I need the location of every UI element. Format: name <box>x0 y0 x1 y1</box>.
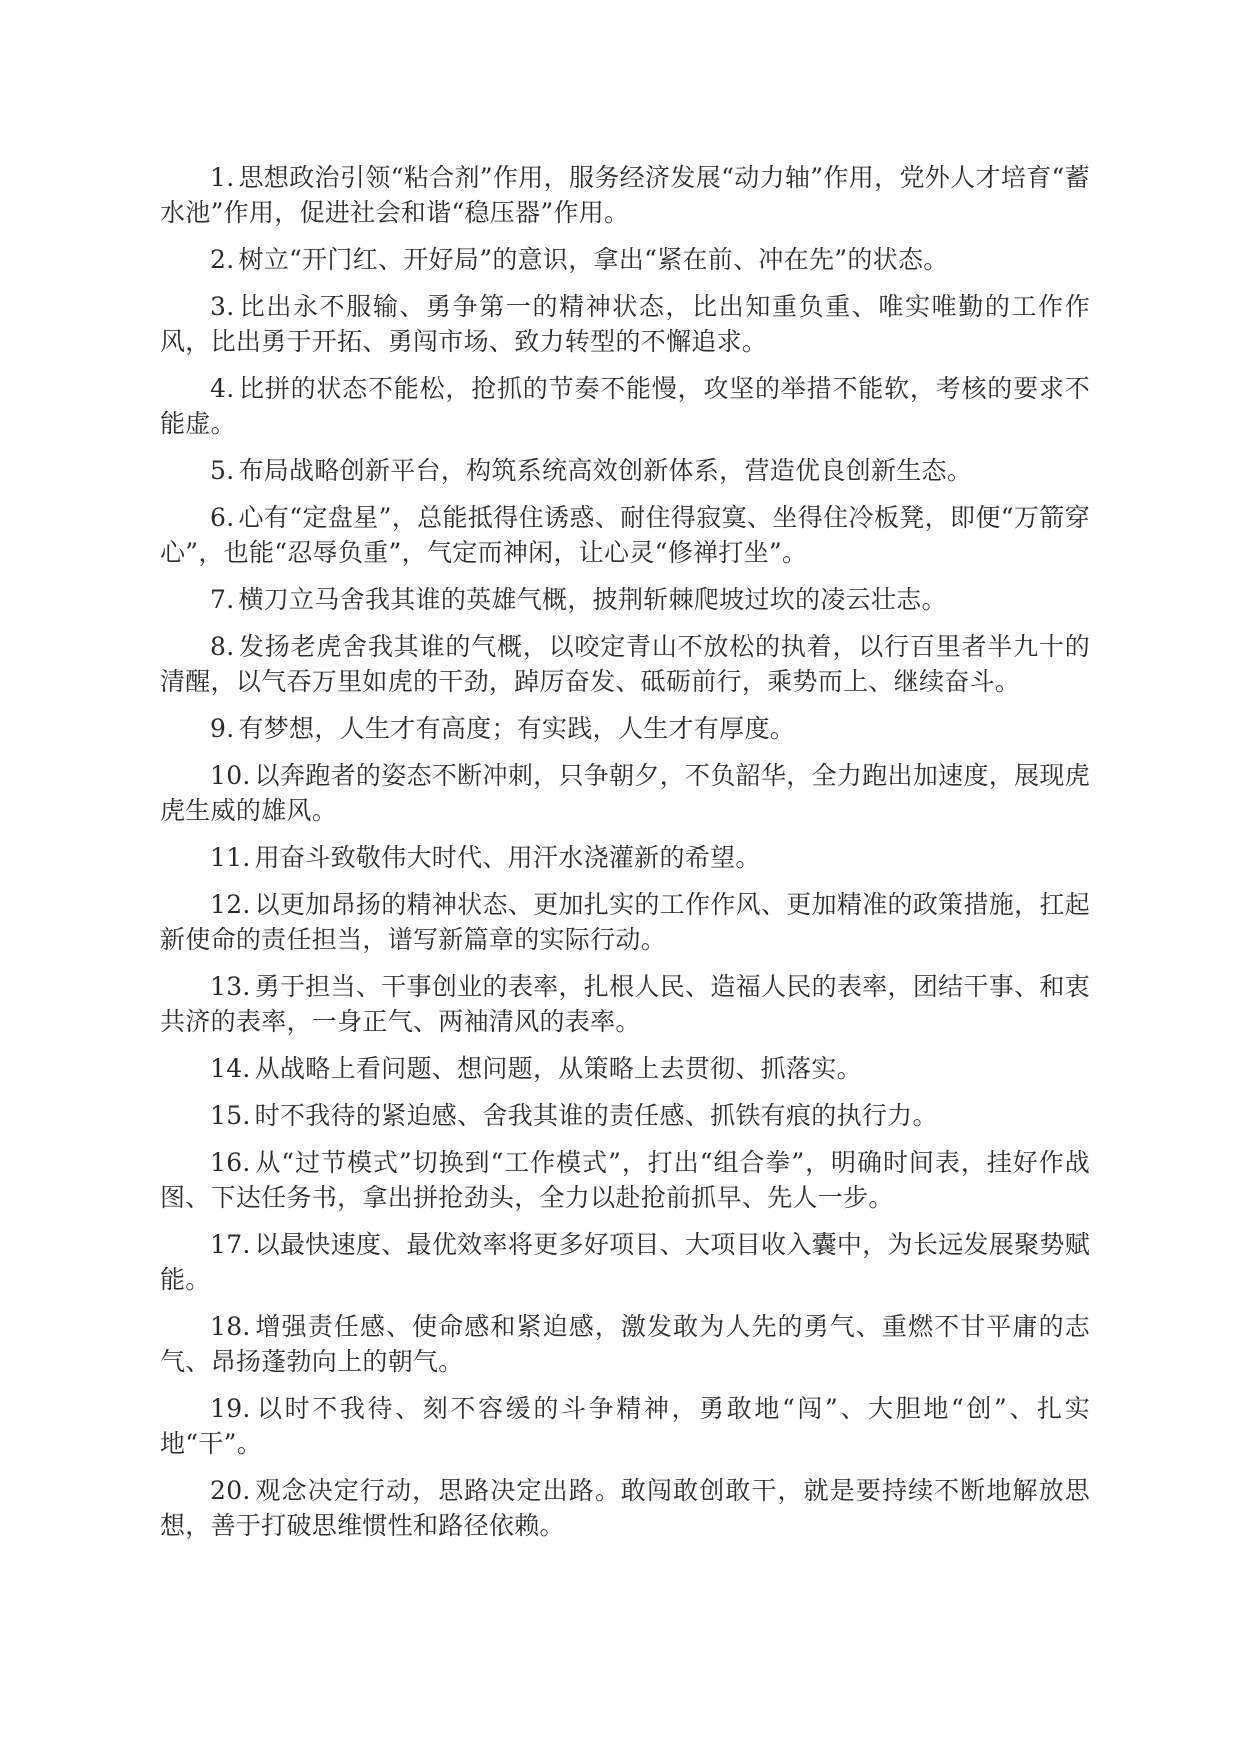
list-item <box>160 1227 1090 1297</box>
item-number: 13. <box>210 972 251 1001</box>
item-text: 用奋斗致敬伟大时代、用汗水浇灌新的希望。 <box>254 843 761 872</box>
item-text: 比出永不服输、勇争第一的精神状态，比出知重负重、唯实唯勤的工作作风，比出勇于开拓、勇闯市场、致力转型的不懈追求。 <box>160 292 1090 356</box>
item-text: 心有“定盘星”，总能抵得住诱惑、耐住得寂寞、坐得住冷板凳，即便“万箭穿心”，也能“忍辱负重”，气定而神闲，让心灵“修禅打坐”。 <box>160 503 1090 567</box>
list-item <box>160 242 1090 277</box>
item-text: 从战略上看问题、想问题，从策略上去贯彻、抓落实。 <box>254 1054 862 1083</box>
item-text: 勇于担当、干事创业的表率，扎根人民、造福人民的表率，团结干事、和衷共济的表率，一身正气、两袖清风的表率。 <box>160 972 1090 1036</box>
item-number: 7. <box>210 585 235 614</box>
item-text: 观念决定行动，思路决定出路。敢闯敢创敢干，就是要持续不断地解放思想，善于打破思维惯性和路径依赖。 <box>160 1476 1090 1540</box>
item-number: 11. <box>210 843 251 872</box>
list-item <box>160 758 1090 828</box>
item-number: 19. <box>210 1394 251 1423</box>
item-text: 以时不我待、刻不容缓的斗争精神，勇敢地“闯”、大胆地“创”、扎实地“干”。 <box>160 1394 1090 1458</box>
list-item <box>160 160 1090 230</box>
item-number: 14. <box>210 1054 251 1083</box>
item-text: 以奔跑者的姿态不断冲刺，只争朝夕，不负韶华，全力跑出加速度，展现虎虎生威的雄风。 <box>160 761 1090 825</box>
item-text: 增强责任感、使命感和紧迫感，激发敢为人先的勇气、重燃不甘平庸的志气、昂扬蓬勃向上的朝气。 <box>160 1312 1090 1376</box>
item-number: 8. <box>210 632 235 661</box>
item-number: 4. <box>210 374 235 403</box>
item-text: 以最快速度、最优效率将更多好项目、大项目收入囊中，为长远发展聚势赋能。 <box>160 1230 1090 1294</box>
item-text: 发扬老虎舍我其谁的气概，以咬定青山不放松的执着，以行百里者半九十的清醒，以气吞万里如虎的干劲，踔厉奋发、砥砺前行，乘势而上、继续奋斗。 <box>160 632 1090 696</box>
list-item <box>160 1098 1090 1133</box>
item-number: 12. <box>210 890 251 919</box>
item-number: 15. <box>210 1101 251 1130</box>
list-item <box>160 1309 1090 1379</box>
list-item <box>160 840 1090 875</box>
list-item <box>160 1145 1090 1215</box>
item-number: 6. <box>210 503 235 532</box>
item-number: 9. <box>210 714 235 743</box>
item-text: 树立“开门红、开好局”的意识，拿出“紧在前、冲在先”的状态。 <box>238 245 949 274</box>
list-item <box>160 887 1090 957</box>
item-text: 比拼的状态不能松，抢抓的节奏不能慢，攻坚的举措不能软，考核的要求不能虚。 <box>160 374 1090 438</box>
list-item <box>160 453 1090 488</box>
item-number: 5. <box>210 456 235 485</box>
list-item <box>160 500 1090 570</box>
list-item <box>160 371 1090 441</box>
item-number: 3. <box>210 292 235 321</box>
item-number: 20. <box>210 1476 251 1505</box>
item-text: 有梦想，人生才有高度；有实践，人生才有厚度。 <box>238 714 796 743</box>
item-number: 16. <box>210 1148 251 1177</box>
list-item <box>160 289 1090 359</box>
item-number: 1. <box>210 163 235 192</box>
list-item <box>160 1473 1090 1543</box>
item-text: 以更加昂扬的精神状态、更加扎实的工作作风、更加精准的政策措施，扛起新使命的责任担当，谱写新篇章的实际行动。 <box>160 890 1090 954</box>
list-item <box>160 969 1090 1039</box>
list-item <box>160 1391 1090 1461</box>
list-item <box>160 711 1090 746</box>
list-item <box>160 629 1090 699</box>
item-number: 10. <box>210 761 251 790</box>
item-number: 2. <box>210 245 235 274</box>
item-text: 时不我待的紧迫感、舍我其谁的责任感、抓铁有痕的执行力。 <box>254 1101 938 1130</box>
list-item <box>160 1051 1090 1086</box>
item-number: 18. <box>210 1312 251 1341</box>
item-text: 从“过节模式”切换到“工作模式”，打出“组合拳”，明确时间表，挂好作战图、下达任务书，拿出拼抢劲头，全力以赴抢前抓早、先人一步。 <box>160 1148 1090 1212</box>
document-body <box>160 160 1090 1555</box>
item-text: 思想政治引领“粘合剂”作用，服务经济发展“动力轴”作用，党外人才培育“蓄水池”作用，促进社会和谐“稳压器”作用。 <box>160 163 1090 227</box>
item-text: 布局战略创新平台，构筑系统高效创新体系，营造优良创新生态。 <box>238 456 973 485</box>
item-number: 17. <box>210 1230 251 1259</box>
item-text: 横刀立马舍我其谁的英雄气概，披荆斩棘爬坡过坎的凌云壮志。 <box>238 585 947 614</box>
list-item <box>160 582 1090 617</box>
